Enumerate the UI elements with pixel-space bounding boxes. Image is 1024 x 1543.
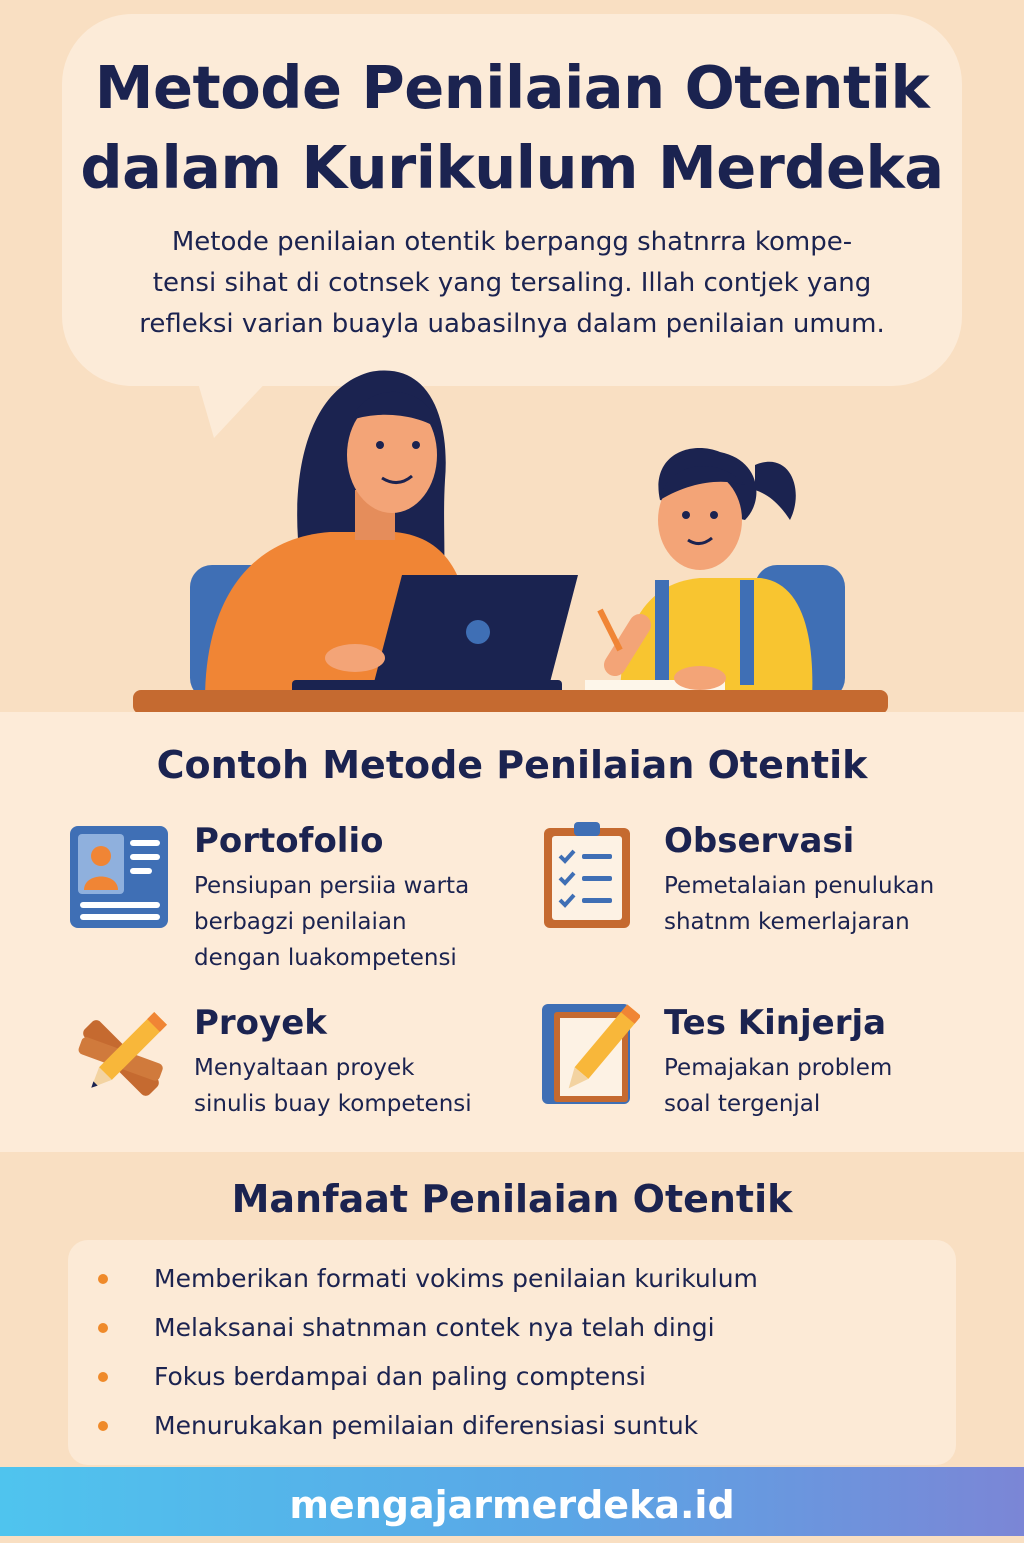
page-title [62,48,962,208]
method-desc [664,868,964,940]
desc-line-1: Pensiupan persiia warta [194,873,470,899]
benefits-box [68,1240,956,1465]
desk [133,690,888,714]
id-card-icon [70,820,170,930]
method-desc [664,1050,964,1122]
desc-line-1: Pemajakan problem [664,1055,893,1081]
benefit-text: Memberikan formati vokims penilaian kurikulum [154,1264,758,1293]
desc-line-2: berbagzi penilaian [194,909,407,935]
benefit-text: Melaksanai shatnman contek nya telah dingi [154,1313,715,1342]
teacher-student-illustration [0,360,1024,720]
method-title: Proyek [194,1003,327,1043]
desc-line-2: shatnm kemerlajaran [664,909,910,935]
benefit-text: Menurukakan pemilaian diferensiasi suntuk [154,1411,699,1440]
method-desc [194,868,494,976]
pencil-tools-icon [70,1002,170,1112]
benefits-list [98,1254,758,1450]
examples-title: Contoh Metode Penilaian Otentik [156,743,868,787]
bullet-dot [98,1323,108,1333]
intro-text [110,222,914,345]
desc-line-1: Pemetalaian penulukan [664,873,935,899]
desc-line-2: soal tergenjal [664,1091,821,1117]
desc-line-3: dengan luakompetensi [194,945,457,971]
checklist-clipboard-icon [540,820,640,930]
method-desc [194,1050,494,1122]
title-line-2: dalam Kurikulum Merdeka [80,133,944,202]
benefit-item [98,1303,758,1352]
desc-line-2: sinulis buay kompetensi [194,1091,472,1117]
benefits-title: Manfaat Penilaian Otentik [231,1177,793,1221]
bullet-dot [98,1372,108,1382]
benefit-text: Fokus berdampai dan paling comptensi [154,1362,647,1391]
method-title: Observasi [664,821,855,861]
benefit-item [98,1352,758,1401]
benefit-item [98,1401,758,1450]
benefit-item [98,1254,758,1303]
desc-line-1: Menyaltaan proyek [194,1055,415,1081]
intro-line-3: refleksi varian buayla uabasilnya dalam penilaian umum. [139,309,885,339]
bullet-dot [98,1421,108,1431]
method-title: Portofolio [194,821,384,861]
title-line-1: Metode Penilaian Otentik [94,53,930,122]
footer-bar [0,1467,1024,1536]
laptop-logo [466,620,490,644]
bullet-dot [98,1274,108,1284]
intro-line-1: Metode penilaian otentik berpangg shatnrra kompe- [171,227,853,257]
intro-line-2: tensi sihat di cotnsek yang tersaling. Illah contjek yang [152,268,872,298]
method-title: Tes Kinjerja [664,1003,887,1043]
pencil-paper-icon [540,1002,640,1112]
footer-site-link[interactable]: mengajarmerdeka.id [289,1483,735,1527]
